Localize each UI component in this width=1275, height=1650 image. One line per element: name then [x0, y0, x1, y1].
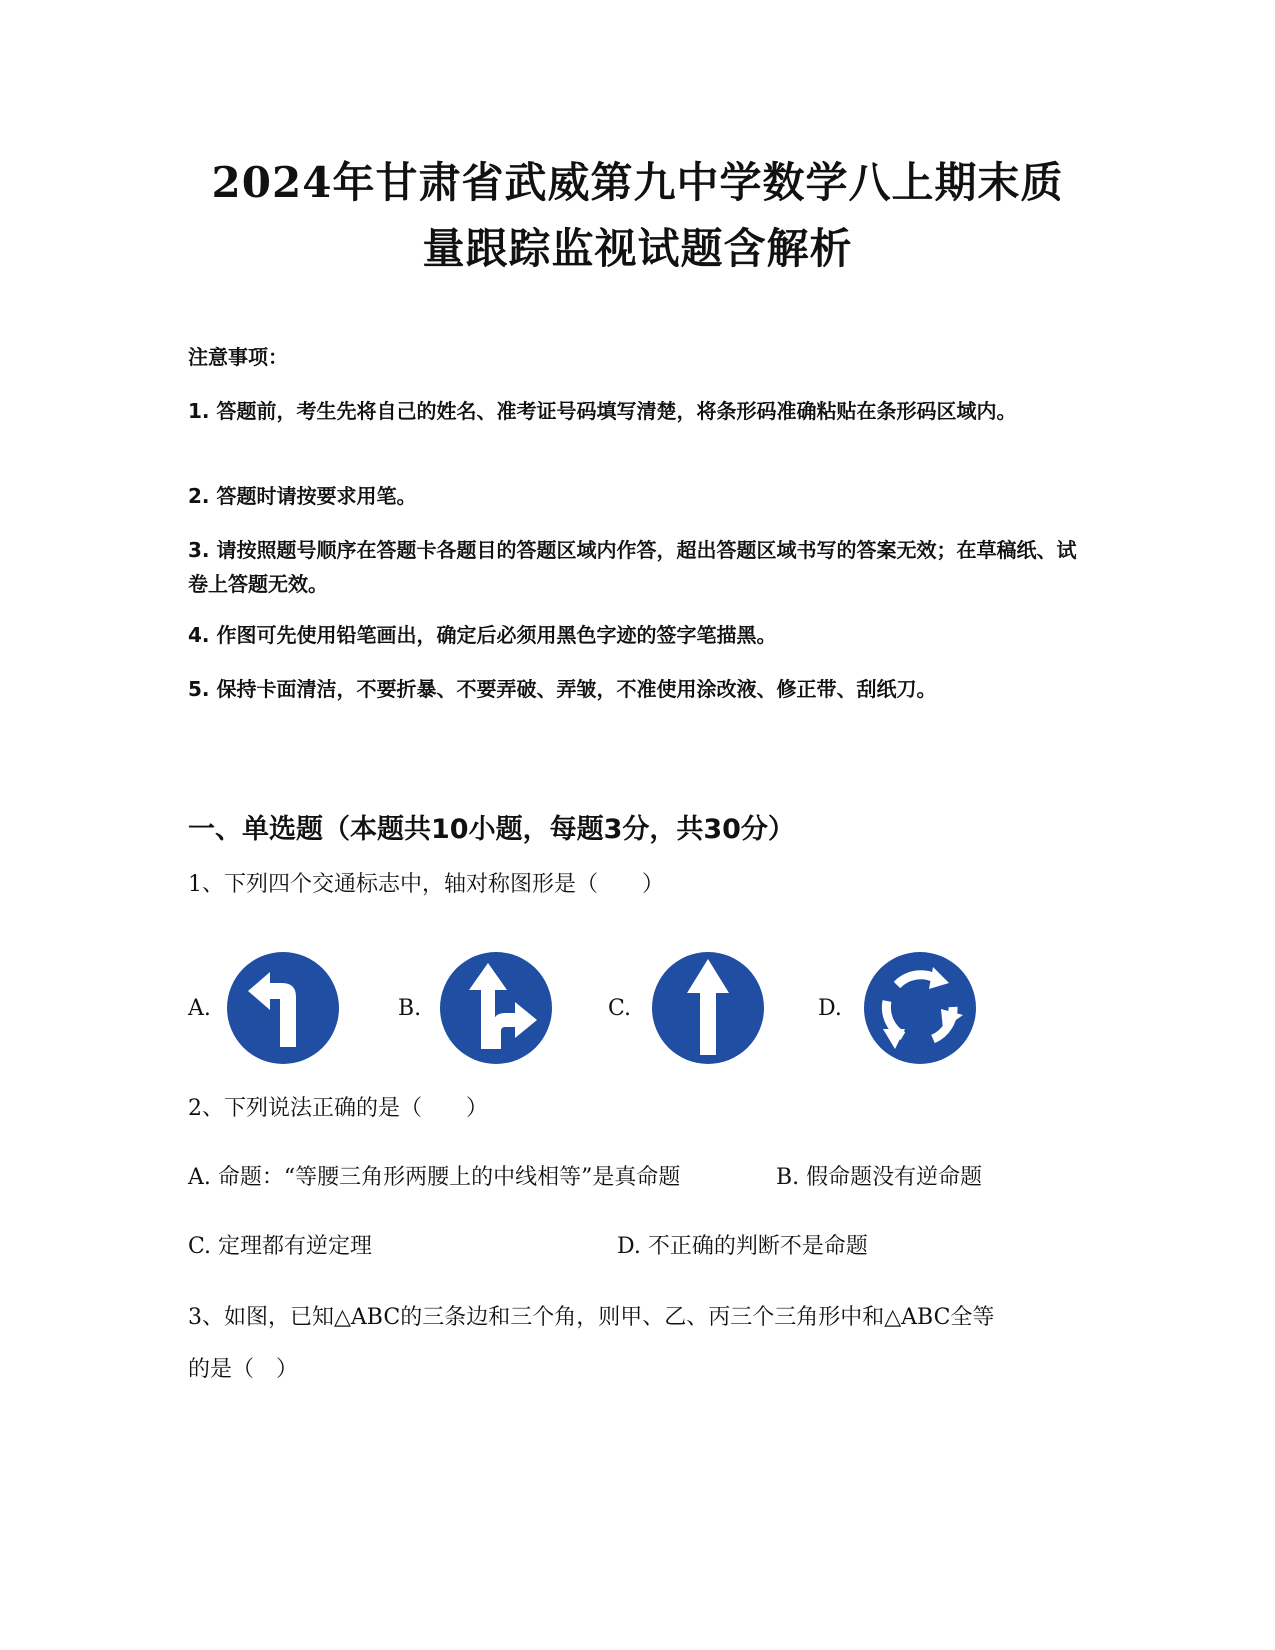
straight-arrow-icon — [645, 945, 771, 1071]
question-3-line-2: 的是（ ） — [188, 1357, 299, 1382]
q2-option-c: C. 定理都有逆定理 — [188, 1234, 373, 1259]
note-item-5: 5. 保持卡面清洁，不要折暴、不要弄破、弄皱，不准使用涂改液、修正带、刮纸刀。 — [188, 677, 937, 701]
turn-left-arrow-icon — [220, 945, 346, 1071]
question-3-line-1: 3、如图，已知△ABC的三条边和三个角，则甲、乙、丙三个三角形中和△ABC全等 — [188, 1305, 995, 1330]
q1-option-d-label: D. — [818, 996, 842, 1021]
note-item-2: 2. 答题时请按要求用笔。 — [188, 484, 417, 508]
roundabout-icon — [857, 945, 983, 1071]
note-item-3: 3. 请按照题号顺序在答题卡各题目的答题区域内作答，超出答题区域书写的答案无效；在草稿纸、试卷上答题无效。 — [188, 538, 1077, 596]
note-item-1: 1. 答题前，考生先将自己的姓名、准考证号码填写清楚，将条形码准确粘贴在条形码区域内。 — [188, 399, 1017, 423]
document-title-line-2: 量跟踪监视试题含解析 — [422, 224, 853, 273]
q2-option-d: D. 不正确的判断不是命题 — [617, 1234, 868, 1259]
q1-option-c-label: C. — [608, 996, 632, 1021]
q1-option-b-label: B. — [398, 996, 422, 1021]
section-title-single-choice: 一、单选题（本题共10小题，每题3分，共30分） — [188, 814, 795, 845]
document-title-line-1: 2024年甘肃省武威第九中学数学八上期末质 — [211, 158, 1064, 207]
notes-heading: 注意事项： — [188, 345, 288, 369]
q2-option-a: A. 命题：“等腰三角形两腰上的中线相等”是真命题 — [188, 1165, 681, 1190]
straight-or-right-arrow-icon — [433, 945, 559, 1071]
q1-option-a-label: A. — [188, 996, 211, 1021]
question-1-text: 1、下列四个交通标志中，轴对称图形是（ ） — [188, 872, 664, 897]
q2-option-b: B. 假命题没有逆命题 — [776, 1165, 983, 1190]
question-2-text: 2、下列说法正确的是（ ） — [188, 1096, 488, 1121]
note-item-4: 4. 作图可先使用铅笔画出，确定后必须用黑色字迹的签字笔描黑。 — [188, 623, 777, 647]
